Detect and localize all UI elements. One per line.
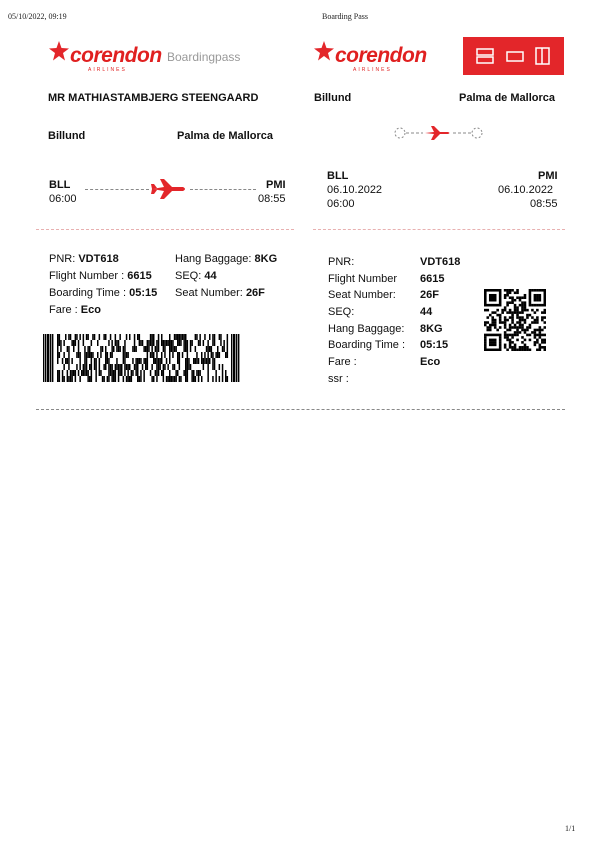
right-from-city: Billund xyxy=(314,92,352,104)
star-icon xyxy=(48,40,70,67)
pnr-value: VDT618 xyxy=(78,253,119,265)
action-icon-box xyxy=(463,37,564,75)
info-row-label: Flight Number xyxy=(328,272,398,285)
info-row-value: Eco xyxy=(420,356,441,369)
boardingpass-label: Boardingpass xyxy=(167,50,241,64)
seq-label: SEQ: xyxy=(175,270,202,282)
info-row-value: 26F xyxy=(420,289,439,302)
separator xyxy=(313,229,565,230)
corendon-logo-right xyxy=(313,40,427,73)
info-row-label: Seat Number: xyxy=(328,289,396,302)
info-row-value: VDT618 xyxy=(420,256,461,268)
info-row-value: 44 xyxy=(420,306,433,319)
brand-name: corendon xyxy=(70,44,162,67)
arrival-time: 08:55 xyxy=(258,193,286,205)
plane-icon xyxy=(150,178,188,205)
info-row-label: Fare : xyxy=(328,356,357,369)
passenger-name: MR MATHIASTAMBJERG STEENGAARD xyxy=(48,92,259,104)
right-arrival-time: 08:55 xyxy=(530,198,558,210)
separator xyxy=(36,229,294,230)
boarding-qr-code xyxy=(484,289,546,356)
baggage-label: Hang Baggage: xyxy=(175,253,252,265)
flight-value: 6615 xyxy=(127,270,152,282)
right-departure-date: 06.10.2022 xyxy=(327,184,383,196)
boarding-value: 05:15 xyxy=(129,287,158,299)
fare-value: Eco xyxy=(80,304,101,316)
boarding-barcode xyxy=(43,334,240,387)
pnr-label: PNR: xyxy=(49,253,76,265)
right-to-code: PMI xyxy=(538,170,558,182)
info-row xyxy=(328,321,478,338)
right-arrival-date: 06.10.2022 xyxy=(498,184,554,196)
corendon-logo-left xyxy=(48,40,162,73)
info-row xyxy=(328,287,478,304)
info-row xyxy=(328,304,478,321)
route-line xyxy=(190,189,256,190)
star-icon xyxy=(313,40,335,67)
route-graphic-icon xyxy=(393,120,485,151)
info-row-value: 8KG xyxy=(420,322,443,335)
info-row-value: 6615 xyxy=(420,272,445,285)
info-row-label: SEQ: xyxy=(328,306,355,319)
info-row xyxy=(328,271,478,288)
route-line xyxy=(85,189,149,190)
info-row-label: Boarding Time : xyxy=(328,339,406,352)
seat-value: 26F xyxy=(245,287,265,299)
print-datetime: 05/10/2022, 09:19 xyxy=(8,12,67,21)
seat-label: Seat Number: xyxy=(175,287,243,299)
left-info-col2 xyxy=(175,251,277,302)
info-row-label: ssr : xyxy=(328,372,349,385)
info-row-value: 05:15 xyxy=(420,339,449,352)
right-to-city: Palma de Mallorca xyxy=(459,92,555,104)
info-row xyxy=(328,254,478,271)
boarding-label: Boarding Time : xyxy=(49,287,127,299)
right-from-code: BLL xyxy=(327,170,349,182)
brand-sub: AIRLINES xyxy=(88,67,127,73)
brand-name: corendon xyxy=(335,44,427,67)
info-row-label: Hang Baggage: xyxy=(328,322,405,335)
cut-line xyxy=(36,409,565,410)
baggage-value: 8KG xyxy=(254,253,278,265)
left-info-col1 xyxy=(49,251,157,319)
brand-sub: AIRLINES xyxy=(353,67,392,73)
right-departure-time: 06:00 xyxy=(327,198,355,210)
flight-label: Flight Number : xyxy=(49,270,125,282)
info-row-label: PNR: xyxy=(328,256,355,268)
info-row xyxy=(328,371,478,388)
seq-value: 44 xyxy=(204,270,217,282)
info-row xyxy=(328,354,478,371)
departure-time: 06:00 xyxy=(49,193,77,205)
to-code: PMI xyxy=(266,179,286,191)
print-title: Boarding Pass xyxy=(322,12,368,21)
ticket-icon[interactable] xyxy=(475,46,495,71)
fare-label: Fare : xyxy=(49,304,78,316)
right-info-table xyxy=(328,254,478,388)
door-icon[interactable] xyxy=(533,45,553,72)
from-code: BLL xyxy=(49,179,71,191)
from-city: Billund xyxy=(48,130,86,142)
page-number: 1/1 xyxy=(565,824,576,833)
card-icon[interactable] xyxy=(505,46,525,71)
info-row xyxy=(328,337,478,354)
to-city: Palma de Mallorca xyxy=(177,130,273,142)
